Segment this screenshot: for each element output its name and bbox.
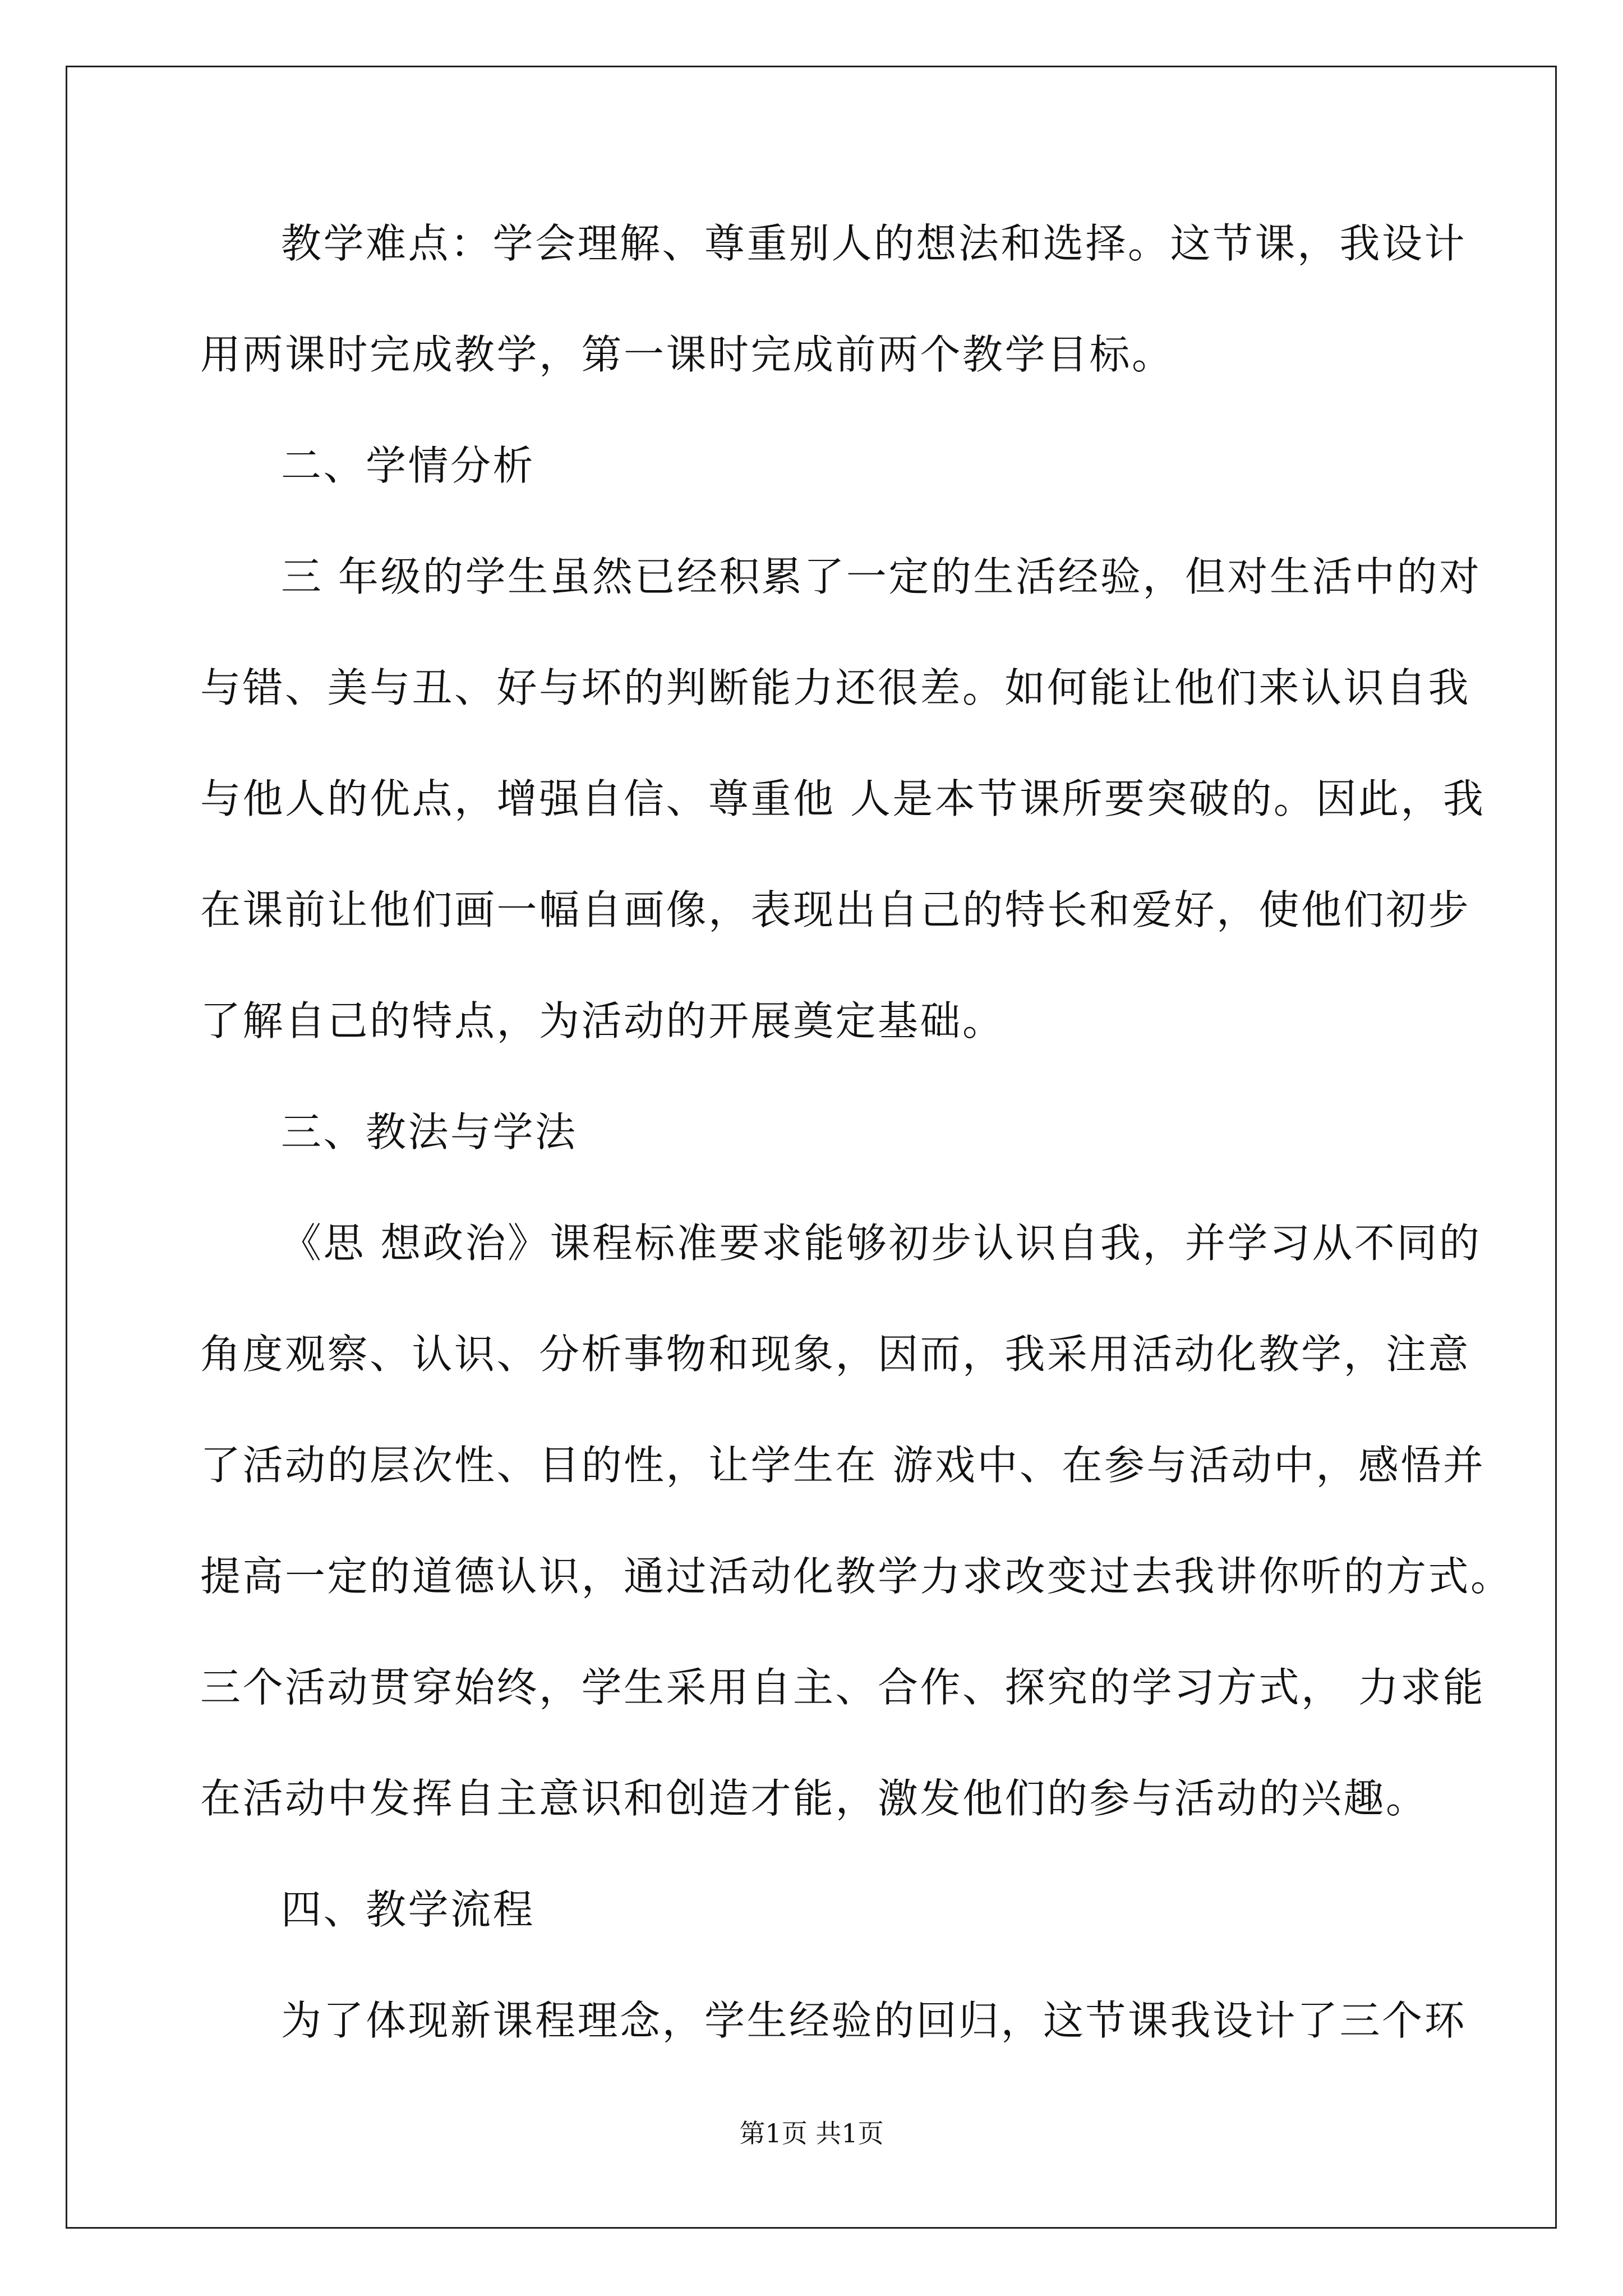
- paragraph-line: 教学难点：学会理解、尊重别人的想法和选择。这节课，我设计: [281, 220, 1467, 267]
- paragraph-line: 为了体现新课程理念，学生经验的回归，这节课我设计了三个环: [281, 1997, 1467, 2044]
- paragraph-line: 与他人的优点，增强自信、尊重他 人是本节课所要突破的。因此，我: [200, 775, 1486, 822]
- page-number-footer: 第1页 共1页: [739, 2118, 884, 2148]
- paragraph-line: 了解自己的特点，为活动的开展奠定基础。: [200, 997, 1005, 1045]
- section-heading: 四、教学流程: [281, 1886, 536, 1933]
- section-heading: 三、教法与学法: [281, 1108, 578, 1156]
- paragraph-line: 三 年级的学生虽然已经积累了一定的生活经验，但对生活中的对: [281, 553, 1482, 600]
- paragraph-line: 《思 想政治》课程标准要求能够初步认识自我，并学习从不同的: [281, 1220, 1482, 1267]
- section-heading: 二、学情分析: [281, 442, 536, 489]
- paragraph-line: 与错、美与丑、好与坏的判断能力还很差。如何能让他们来认识自我: [200, 664, 1471, 711]
- paragraph-line: 三个活动贯穿始终，学生采用自主、合作、探究的学习方式， 力求能: [200, 1664, 1486, 1711]
- paragraph-line: 用两课时完成教学，第一课时完成前两个教学目标。: [200, 331, 1174, 378]
- paragraph-line: 在课前让他们画一幅自画像，表现出自己的特长和爱好，使他们初步: [200, 886, 1471, 933]
- paragraph-line: 角度观察、认识、分析事物和现象，因而，我采用活动化教学，注意: [200, 1331, 1471, 1378]
- paragraph-line: 在活动中发挥自主意识和创造才能，激发他们的参与活动的兴趣。: [200, 1775, 1428, 1822]
- paragraph-line: 了活动的层次性、目的性，让学生在 游戏中、在参与活动中，感悟并: [200, 1442, 1486, 1489]
- paragraph-line: 提高一定的道德认识，通过活动化教学力求改变过去我讲你听的方式。: [200, 1553, 1513, 1600]
